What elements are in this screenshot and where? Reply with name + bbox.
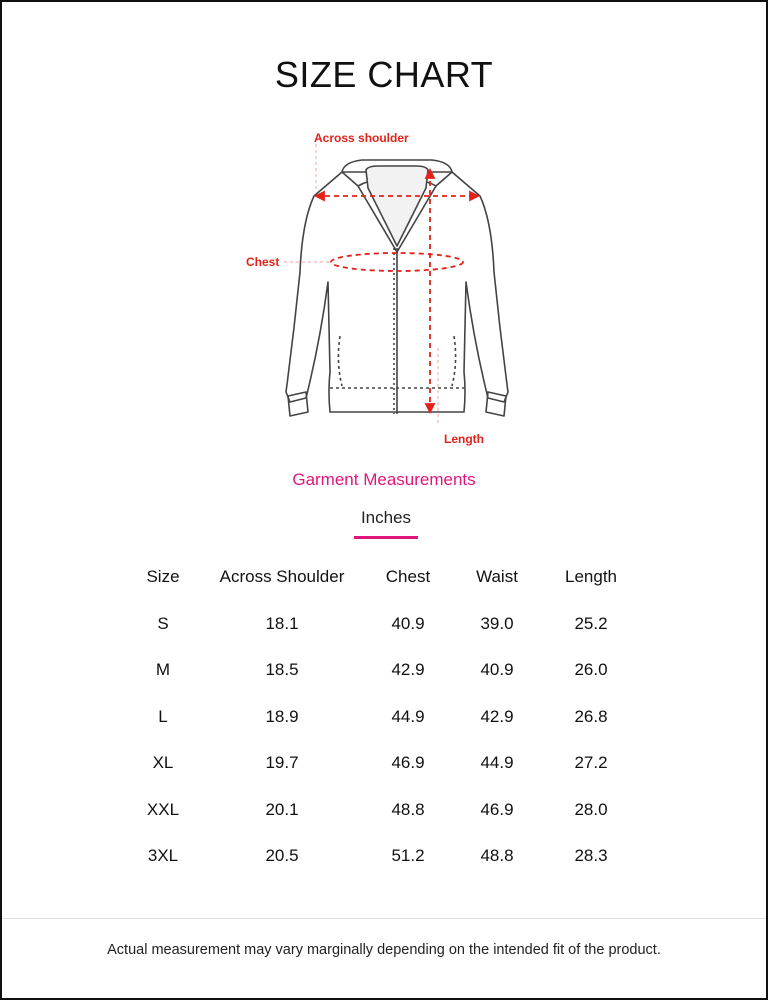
size-table (132, 554, 634, 880)
garment-measurements-heading: Garment Measurements (292, 470, 476, 489)
table-cell: 48.8 (480, 846, 514, 866)
table-cell: 46.9 (391, 753, 425, 773)
table-cell: 18.5 (265, 660, 299, 680)
table-cell: 18.9 (265, 706, 299, 726)
table-cell: 40.9 (391, 613, 425, 633)
table-cell: 28.3 (574, 846, 608, 866)
table-cell: M (155, 660, 171, 680)
table-cell: 25.2 (574, 613, 608, 633)
table-cell: XXL (146, 799, 180, 819)
jacket-measurement-illustration (232, 122, 542, 462)
column-header: Waist (476, 567, 518, 587)
table-cell: 40.9 (480, 660, 514, 680)
label-across-shoulder: Across shoulder (314, 131, 409, 145)
unit-tab-inches[interactable]: Inches (360, 508, 412, 527)
table-cell: 39.0 (480, 613, 514, 633)
table-row (132, 601, 634, 648)
column-header: Across Shoulder (219, 567, 345, 587)
table-cell: 42.9 (480, 706, 514, 726)
fit-disclaimer: Actual measurement may vary marginally depending on the intended fit of the product. (107, 942, 661, 958)
footer-divider (2, 918, 766, 919)
column-header: Length (565, 567, 617, 587)
table-cell: 19.7 (265, 753, 299, 773)
table-cell: 26.0 (574, 660, 608, 680)
table-cell: 44.9 (480, 753, 514, 773)
table-cell: 28.0 (574, 799, 608, 819)
table-cell: 20.1 (265, 799, 299, 819)
table-cell: 18.1 (265, 613, 299, 633)
unit-tab-active-indicator (354, 536, 418, 539)
table-row (132, 787, 634, 834)
column-header: Size (146, 567, 180, 587)
table-cell: 51.2 (391, 846, 425, 866)
table-cell: S (157, 613, 169, 633)
table-row (132, 647, 634, 694)
jacket-svg (232, 122, 542, 462)
table-cell: 48.8 (391, 799, 425, 819)
table-row (132, 740, 634, 787)
table-cell: 3XL (147, 846, 179, 866)
table-cell: 26.8 (574, 706, 608, 726)
table-cell: XL (152, 753, 174, 773)
table-cell: 27.2 (574, 753, 608, 773)
table-cell: 42.9 (391, 660, 425, 680)
table-cell: L (158, 706, 168, 726)
table-cell: 20.5 (265, 846, 299, 866)
column-header: Chest (385, 567, 431, 587)
jacket-collar-inner (366, 166, 428, 246)
label-length: Length (444, 432, 484, 446)
table-row (132, 833, 634, 880)
label-chest: Chest (246, 255, 280, 269)
table-cell: 46.9 (480, 799, 514, 819)
table-header-row (132, 554, 634, 601)
page-title: SIZE CHART (274, 54, 494, 95)
table-cell: 44.9 (391, 706, 425, 726)
table-row (132, 694, 634, 741)
